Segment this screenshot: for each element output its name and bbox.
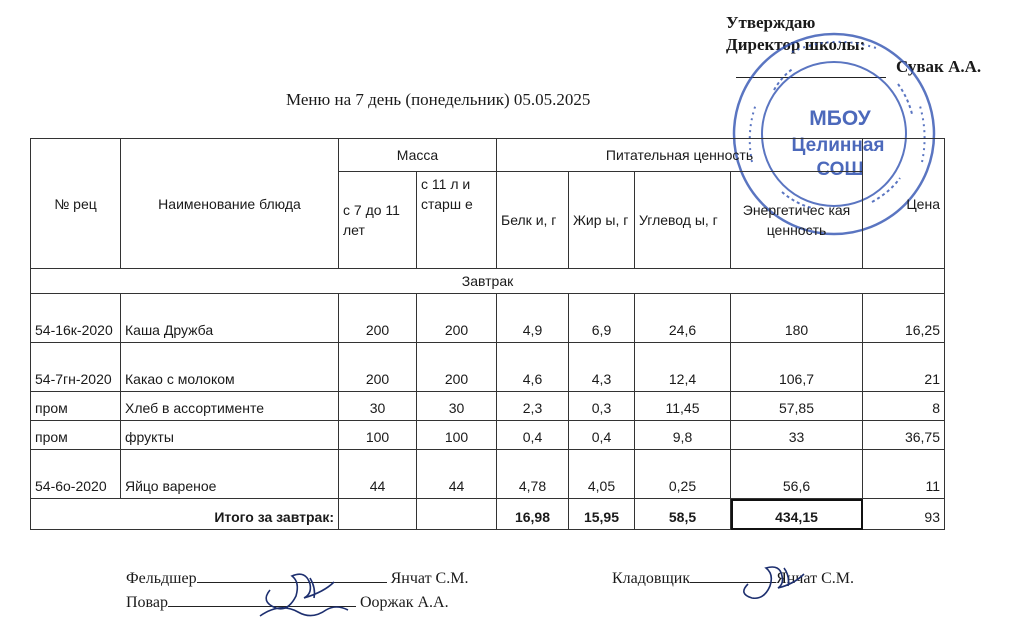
cook-role: Повар [126, 594, 168, 611]
header-protein: Белк и, г [497, 172, 569, 269]
mass-11-plus: 30 [417, 392, 497, 421]
storekeeper-role: Кладовщик [612, 570, 691, 587]
table-row [31, 421, 945, 450]
table-row [31, 450, 945, 499]
carbs-value: 12,4 [635, 343, 731, 392]
protein-value: 4,78 [497, 450, 569, 499]
protein-value: 4,6 [497, 343, 569, 392]
stamp-text-2: Целинная [791, 135, 885, 156]
cook-name: Ооржак А.А. [360, 594, 449, 611]
energy-value: 106,7 [731, 343, 863, 392]
mass-11-plus: 200 [417, 343, 497, 392]
header-energy: Энергетичес кая ценность [731, 172, 863, 269]
fat-value: 0,3 [569, 392, 635, 421]
price-value: 21 [863, 343, 945, 392]
total-energy: 434,15 [731, 499, 863, 530]
approval-director-label: Директор школы: [726, 35, 866, 54]
protein-value: 4,9 [497, 294, 569, 343]
total-fat: 15,95 [569, 499, 635, 530]
director-name: Сувак А.А. [896, 57, 982, 76]
table-row [31, 294, 945, 343]
energy-value: 180 [731, 294, 863, 343]
header-nutrition: Питательная ценность [497, 139, 863, 172]
mass-7-11: 100 [339, 421, 417, 450]
recipe-number: 54-16к-2020 [31, 294, 121, 343]
recipe-number: 54-6о-2020 [31, 450, 121, 499]
protein-value: 0,4 [497, 421, 569, 450]
mass-11-plus: 100 [417, 421, 497, 450]
recipe-number: пром [31, 421, 121, 450]
approval-line: Утверждаю [726, 13, 816, 32]
mass-11-plus: 44 [417, 450, 497, 499]
price-value: 16,25 [863, 294, 945, 343]
fat-value: 4,3 [569, 343, 635, 392]
dish-name: Хлеб в ассортименте [121, 392, 339, 421]
price-value: 8 [863, 392, 945, 421]
header-price: Цена [863, 139, 945, 269]
recipe-number: 54-7гн-2020 [31, 343, 121, 392]
mass-11-plus: 200 [417, 294, 497, 343]
total-protein: 16,98 [497, 499, 569, 530]
energy-value: 57,85 [731, 392, 863, 421]
table-row [31, 392, 945, 421]
recipe-number: пром [31, 392, 121, 421]
mass-7-11: 30 [339, 392, 417, 421]
total-mass-7-11 [339, 499, 417, 530]
energy-value: 56,6 [731, 450, 863, 499]
total-price: 93 [863, 499, 945, 530]
dish-name: фрукты [121, 421, 339, 450]
price-value: 36,75 [863, 421, 945, 450]
fat-value: 4,05 [569, 450, 635, 499]
total-row [31, 499, 945, 530]
dish-name: Яйцо вареное [121, 450, 339, 499]
header-dish-name: Наименование блюда [121, 139, 339, 269]
dish-name: Каша Дружба [121, 294, 339, 343]
header-recipe-number: № рец [31, 139, 121, 269]
carbs-value: 11,45 [635, 392, 731, 421]
carbs-value: 24,6 [635, 294, 731, 343]
medic-name: Янчат С.М. [390, 570, 469, 587]
stamp-text-1: МБОУ [809, 107, 871, 130]
fat-value: 6,9 [569, 294, 635, 343]
protein-value: 2,3 [497, 392, 569, 421]
storekeeper-name: Янчат С.М. [776, 570, 854, 587]
total-carbs: 58,5 [635, 499, 731, 530]
table-row [31, 343, 945, 392]
menu-table [30, 138, 945, 530]
header-age-11-plus: с 11 л и старш е [417, 172, 497, 269]
carbs-value: 0,25 [635, 450, 731, 499]
header-fat: Жир ы, г [569, 172, 635, 269]
storekeeper-handwritten-signature [730, 556, 822, 602]
dish-name: Какао с молоком [121, 343, 339, 392]
medic-role: Фельдшер [126, 570, 197, 587]
energy-value: 33 [731, 421, 863, 450]
total-mass-11-plus [417, 499, 497, 530]
header-carbs: Углевод ы, г [635, 172, 731, 269]
mass-7-11: 200 [339, 343, 417, 392]
mass-7-11: 44 [339, 450, 417, 499]
header-age-7-11: с 7 до 11 лет [339, 172, 417, 269]
stamp-text-3: СОШ [816, 159, 864, 180]
medic-handwritten-signature [250, 560, 360, 626]
total-label: Итого за завтрак: [31, 499, 339, 530]
price-value: 11 [863, 450, 945, 499]
carbs-value: 9,8 [635, 421, 731, 450]
header-mass: Масса [339, 139, 497, 172]
fat-value: 0,4 [569, 421, 635, 450]
page-title: Меню на 7 день (понедельник) 05.05.2025 [286, 90, 591, 109]
section-breakfast: Завтрак [31, 269, 945, 294]
mass-7-11: 200 [339, 294, 417, 343]
